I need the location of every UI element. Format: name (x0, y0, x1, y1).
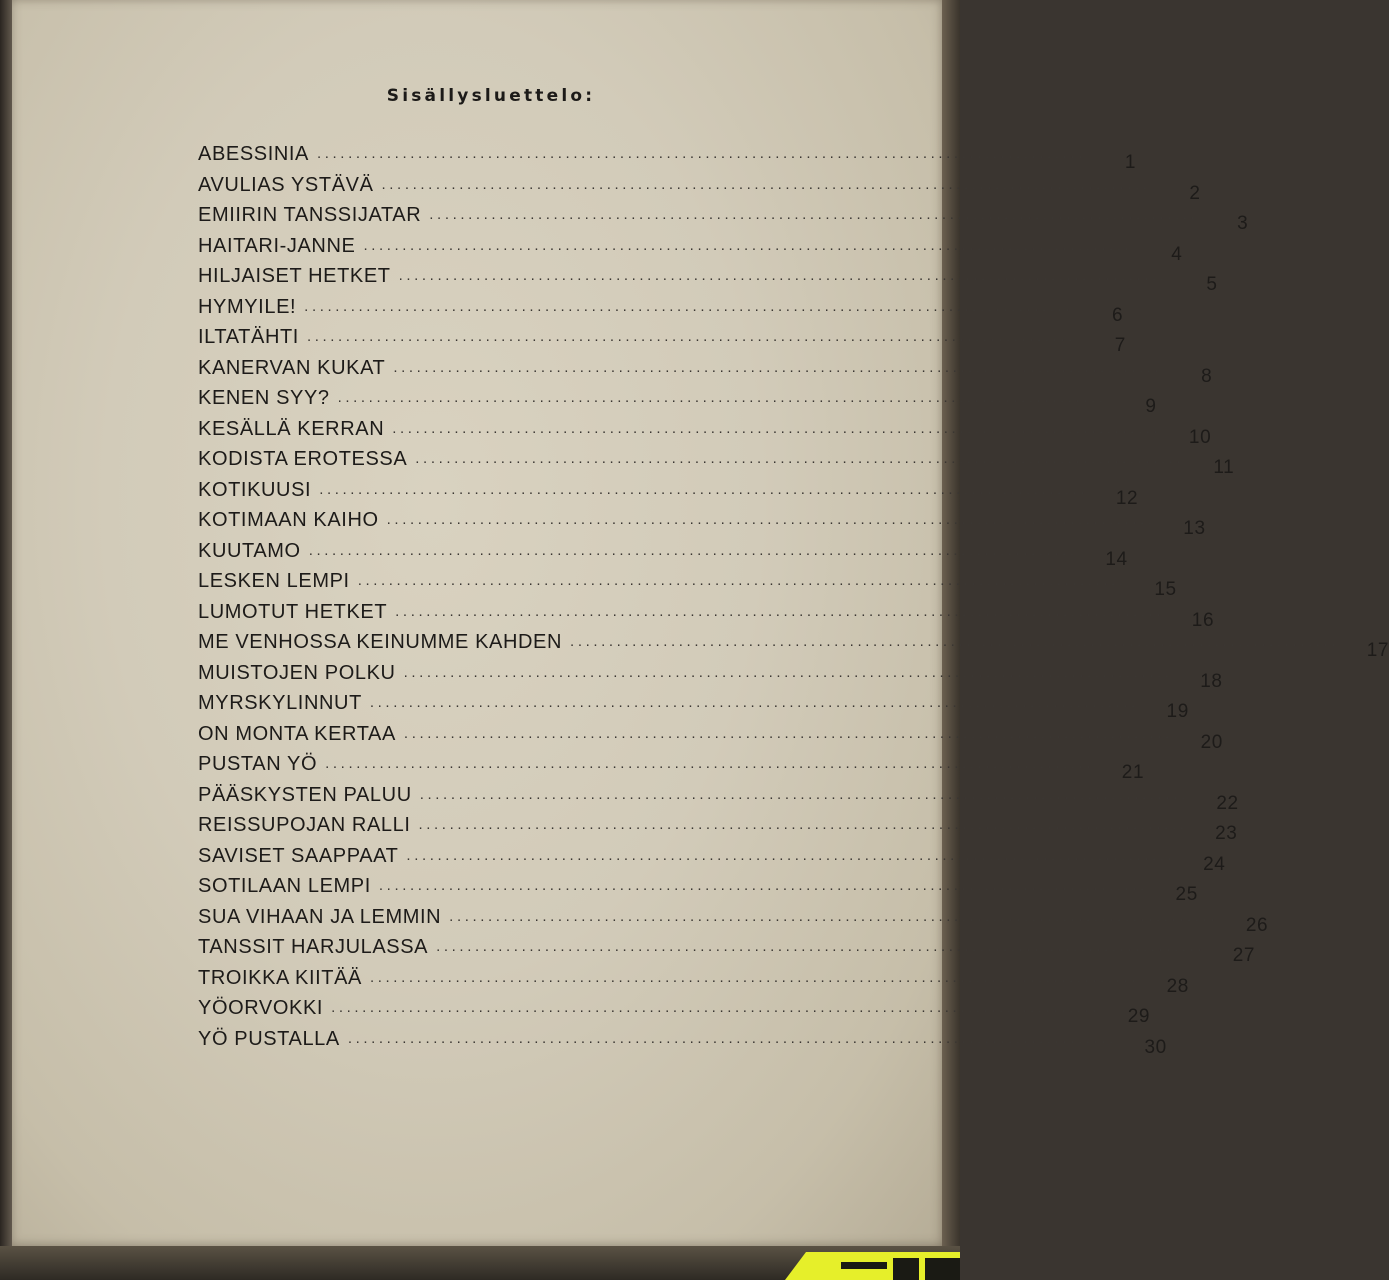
toc-entry-page-number: 10 (1188, 426, 1212, 448)
toc-entry-title: HAITARI-JANNE (198, 234, 356, 257)
toc-entry (198, 539, 1128, 571)
dot-leader: ................................................................................................... (325, 755, 1095, 772)
toc-entry (198, 661, 1223, 693)
dot-leader: ................................................................................................... (347, 1029, 1117, 1047)
toc-entry-page-number: 30 (1144, 1036, 1167, 1058)
toc-entry-title: PUSTAN YÖ (198, 753, 318, 775)
toc-entry-page-number: 25 (1175, 884, 1198, 905)
toc-entry-title: EMIIRIN TANSSIJATAR (198, 204, 422, 226)
toc-entry-page-number: 18 (1200, 670, 1223, 692)
dot-leader: ................................................................................................... (436, 938, 1206, 955)
toc-entry-page-number: 9 (1145, 396, 1157, 417)
dot-leader: ................................................................................................... (308, 541, 1078, 559)
toc-entry-page-number: 26 (1245, 914, 1269, 936)
dot-leader: ................................................................................................... (406, 846, 1176, 864)
dot-leader: ................................................................................................... (419, 785, 1189, 803)
dot-leader: ................................................................................................... (319, 480, 1089, 498)
toc-entry (198, 875, 1198, 906)
dot-leader: ................................................................................................... (429, 206, 1199, 223)
dot-leader: ................................................................................................... (370, 968, 1139, 986)
toc-entry-title: PÄÄSKYSTEN PALUU (198, 783, 412, 806)
toc-entry-title: YÖ PUSTALLA (198, 1027, 340, 1050)
toc-entry (198, 295, 1124, 327)
toc-entry-page-number: 7 (1114, 335, 1126, 356)
toc-entry (198, 997, 1151, 1028)
toc-entry (198, 936, 1256, 967)
dot-leader: ................................................................................................... (378, 877, 1148, 894)
toc-entry-title: KANERVAN KUKAT (198, 356, 386, 379)
toc-entry (198, 814, 1238, 845)
toc-entry-page-number: 6 (1111, 304, 1124, 326)
toc-entry-title: SOTILAAN LEMPI (198, 875, 371, 897)
toc-entry-page-number: 21 (1121, 762, 1145, 783)
toc-entry-page-number: 8 (1201, 365, 1213, 387)
toc-entry (198, 143, 1136, 174)
toc-entry-title: LESKEN LEMPI (198, 570, 350, 592)
toc-entry (198, 905, 1269, 937)
yellow-cover-corner (785, 1252, 960, 1280)
dot-leader: ................................................................................................... (386, 511, 1156, 528)
dot-leader: ................................................................................................... (570, 633, 1340, 650)
dot-leader: ................................................................................................... (415, 450, 1185, 467)
toc-entry (198, 966, 1189, 998)
toc-entry (198, 570, 1177, 601)
toc-entry-page-number: 20 (1200, 731, 1223, 753)
toc-entry (198, 417, 1212, 449)
toc-entry-title: LUMOTUT HETKET (198, 600, 388, 623)
toc-entry-page-number: 22 (1216, 792, 1239, 814)
dot-leader: ................................................................................................... (357, 572, 1127, 589)
toc-entry (198, 356, 1213, 388)
toc-entry-title: KOTIMAAN KAIHO (198, 509, 379, 531)
toc-entry-title: KODISTA EROTESSA (198, 448, 408, 470)
toc-entry-page-number: 12 (1115, 487, 1139, 509)
dot-leader: ................................................................................................... (393, 358, 1163, 376)
toc-entry-page-number: 1 (1124, 152, 1136, 173)
dot-leader: ................................................................................................... (449, 907, 1219, 925)
toc-entry-page-number: 28 (1166, 975, 1189, 997)
dot-leader: ................................................................................................... (381, 175, 1151, 193)
toc-entry-title: KUUTAMO (198, 539, 301, 562)
dot-leader: ................................................................................................... (398, 267, 1168, 284)
toc-entry (198, 783, 1239, 815)
toc-entry (198, 478, 1139, 510)
contents-heading: Sisällysluettelo: (386, 86, 596, 106)
toc-entry-title: HILJAISET HETKET (198, 265, 391, 287)
toc-entry-title: TROIKKA KIITÄÄ (198, 966, 362, 989)
toc-entry (198, 753, 1145, 784)
toc-entry-page-number: 11 (1213, 457, 1235, 478)
toc-entry-title: MYRSKYLINNUT (198, 692, 362, 714)
toc-entry (198, 1027, 1167, 1059)
toc-entry-title: SUA VIHAAN JA LEMMIN (198, 905, 442, 928)
toc-entry (198, 265, 1218, 296)
table-of-contents (198, 143, 1389, 1058)
toc-entry-page-number: 29 (1127, 1006, 1151, 1027)
toc-entry (198, 326, 1126, 357)
dot-leader: ................................................................................................... (395, 602, 1165, 620)
toc-entry-page-number: 4 (1171, 243, 1183, 265)
dot-leader: ................................................................................................... (331, 999, 1101, 1016)
dot-leader: ................................................................................................... (337, 389, 1107, 406)
toc-entry (198, 509, 1206, 540)
toc-entry (198, 692, 1189, 723)
toc-entry-title: TANSSIT HARJULASSA (198, 936, 429, 958)
toc-entry-page-number: 3 (1237, 213, 1249, 234)
toc-entry-page-number: 2 (1189, 182, 1201, 204)
toc-entry (198, 234, 1183, 266)
toc-entry-title: REISSUPOJAN RALLI (198, 814, 411, 836)
toc-entry-page-number: 13 (1183, 518, 1206, 539)
toc-entry-title: ABESSINIA (198, 143, 309, 165)
dot-leader: ................................................................................................... (317, 145, 1086, 162)
dot-leader: ................................................................................................... (306, 328, 1076, 345)
dot-leader: ................................................................................................... (304, 297, 1074, 315)
cover-print-mark (841, 1262, 887, 1269)
toc-entry (198, 722, 1223, 754)
toc-entry (198, 204, 1249, 235)
cover-print-mark (893, 1258, 919, 1280)
toc-entry-title: AVULIAS YSTÄVÄ (198, 173, 374, 196)
dot-leader: ................................................................................................... (392, 419, 1162, 437)
dot-leader: ................................................................................................... (369, 694, 1139, 711)
toc-entry-page-number: 24 (1203, 853, 1226, 875)
toc-entry (198, 448, 1235, 479)
toc-entry-page-number: 15 (1154, 579, 1177, 600)
toc-entry-page-number: 17 (1366, 640, 1389, 661)
dot-leader: ................................................................................................... (403, 663, 1173, 681)
toc-entry-page-number: 27 (1232, 945, 1256, 966)
toc-entry-title: ON MONTA KERTAA (198, 722, 396, 745)
dot-leader: ................................................................................................... (403, 724, 1173, 742)
toc-entry-title: KESÄLLÄ KERRAN (198, 417, 385, 440)
toc-entry-page-number: 16 (1191, 609, 1215, 631)
toc-entry-title: MUISTOJEN POLKU (198, 661, 396, 684)
toc-entry-page-number: 23 (1215, 823, 1238, 844)
toc-entry-page-number: 5 (1206, 274, 1218, 295)
toc-entry-title: KENEN SYY? (198, 387, 330, 409)
toc-entry-title: ME VENHOSSA KEINUMME KAHDEN (198, 631, 563, 653)
toc-entry-page-number: 19 (1166, 701, 1189, 722)
dot-leader: ................................................................................................... (363, 236, 1133, 254)
toc-entry-page-number: 14 (1105, 548, 1128, 570)
toc-entry-title: KOTIKUUSI (198, 478, 312, 501)
toc-entry-title: HYMYILE! (198, 295, 297, 318)
toc-entry (198, 387, 1157, 418)
toc-entry-title: SAVISET SAAPPAAT (198, 844, 399, 867)
toc-entry-title: ILTATÄHTI (198, 326, 299, 348)
dot-leader: ................................................................................................... (418, 816, 1188, 833)
toc-entry (198, 631, 1389, 662)
toc-entry-title: YÖORVOKKI (198, 997, 324, 1019)
toc-entry (198, 173, 1201, 205)
cover-print-mark (925, 1258, 960, 1280)
toc-entry (198, 844, 1226, 876)
toc-entry (198, 600, 1215, 632)
